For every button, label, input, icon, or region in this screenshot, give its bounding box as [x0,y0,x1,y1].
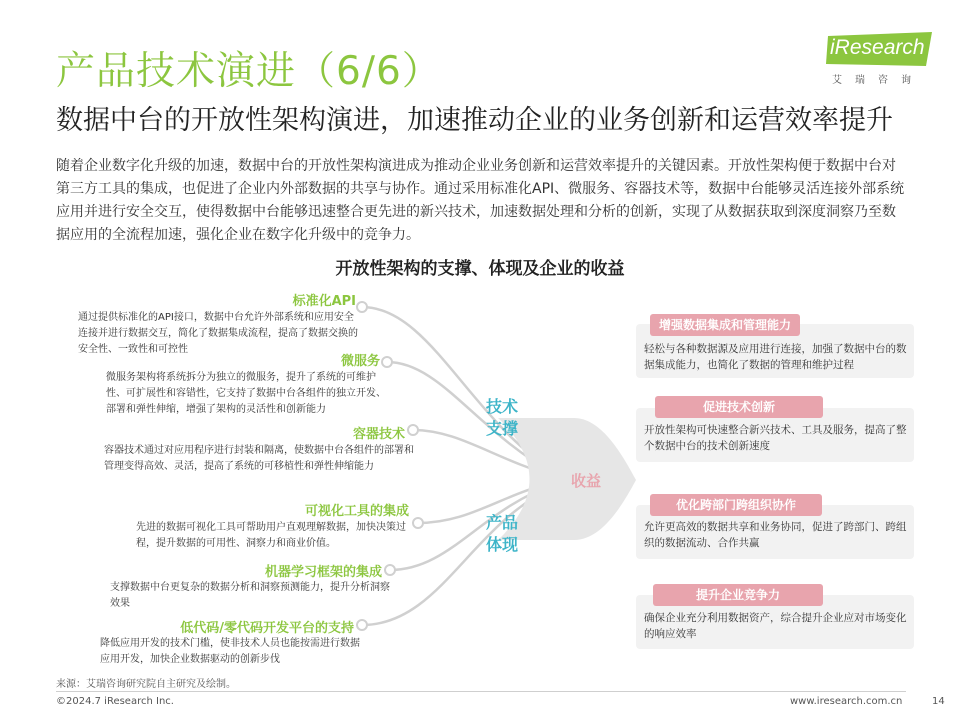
logo-brand: iResearch [830,36,925,59]
copyright: ©2024.7 iResearch Inc. [56,696,174,707]
benefit-desc-collaboration: 允许更高效的数据共享和业务协同，促进了跨部门、跨组织的数据流动、合作共赢 [644,521,907,549]
benefit-label: 收益 [571,472,602,490]
item-desc-lowcode: 降低应用开发的技术门槛，使非技术人员也能按需进行数据应用开发，加快企业数据驱动的创新步伐 [100,638,360,665]
website-link[interactable]: www.iresearch.com.cn [790,696,903,707]
item-title-container: 容器技术 [352,427,405,442]
item-title-ml: 机器学习框架的集成 [264,565,382,580]
item-desc-api: 通过提供标准化的API接口，数据中台允许外部系统和应用安全连接并进行数据交互，简化了数据集成流程，提高了数据交换的安全性、一致性和可控性 [78,312,358,355]
node-dot-3 [408,425,418,435]
benefit-desc-competitiveness: 确保企业充分利用数据资产，综合提升企业应对市场变化的响应效率 [644,612,907,640]
intro-paragraph: 随着企业数字化升级的加速，数据中台的开放性架构演进成为推动企业业务创新和运营效率提升的关键因素。开放性架构便于数据中台对第三方工具的集成，也促进了企业内外部数据的共享与协作。通过采用标准化API、微服务、容器技术等，数据中台能够灵活连接外部系统应用并进行安全交互，使得数据中台能够迅速整合更先进的新兴技术，加速数据处理和分析的创新，实现了从数据获取到深度洞察乃至数据应用的全流程加速，强化企业在数字化升级中的竞争力。 [56,158,905,243]
item-desc-ml: 支撑数据中台更复杂的数据分析和洞察预测能力，提升分析洞察效果 [110,582,390,609]
page-subtitle: 数据中台的开放性架构演进，加速推动企业的业务创新和运营效率提升 [56,105,893,136]
benefit-desc-innovation: 开放性架构可快速整合新兴技术、工具及服务，提高了整个数据中台的技术创新速度 [644,424,907,452]
benefit-title-innovation: 促进技术创新 [655,396,823,418]
item-title-microservices: 微服务 [340,354,380,369]
benefit-title-competitiveness: 提升企业竞争力 [653,584,823,606]
footer-divider [56,691,906,692]
node-dot-2 [382,357,392,367]
diagram-title: 开放性架构的支撑、体现及企业的收益 [335,259,625,279]
page-number: 14 [932,696,945,707]
item-title-api: 标准化API [292,294,356,309]
item-desc-container: 容器技术通过对应用程序进行封装和隔离，使数据中台各组件的部署和管理变得高效、灵活，提高了系统的可移植性和弹性伸缩能力 [104,445,414,472]
item-title-lowcode: 低代码/零代码开发平台的支持 [180,621,354,636]
node-dot-6 [357,620,367,630]
tech-support-label: 技术 支撑 [486,397,519,438]
benefit-title-integration: 增强数据集成和管理能力 [650,314,800,336]
node-dot-5 [385,565,395,575]
page-title: 产品技术演进（6/6） [56,49,442,94]
item-desc-visualization: 先进的数据可视化工具可帮助用户直观理解数据，加快决策过程，提升数据的可用性、洞察力和商业价值。 [136,522,406,549]
item-desc-microservices: 微服务架构将系统拆分为独立的微服务，提升了系统的可维护性、可扩展性和容错性，它支持了数据中台各组件的独立开发、部署和弹性伸缩，增强了架构的灵活性和创新能力 [106,372,386,415]
logo-subtext: 艾瑞咨询 [832,75,924,86]
item-title-visualization: 可视化工具的集成 [304,504,409,519]
benefit-arrow [498,418,636,540]
product-label: 产品 体现 [486,513,519,554]
benefit-title-collaboration: 优化跨部门跨组织协作 [650,494,822,516]
benefit-desc-integration: 轻松与各种数据源及应用进行连接，加强了数据中台的数据集成能力，也简化了数据的管理和维护过程 [644,343,907,371]
source-note: 来源：艾瑞咨询研究院自主研究及绘制。 [56,679,236,690]
